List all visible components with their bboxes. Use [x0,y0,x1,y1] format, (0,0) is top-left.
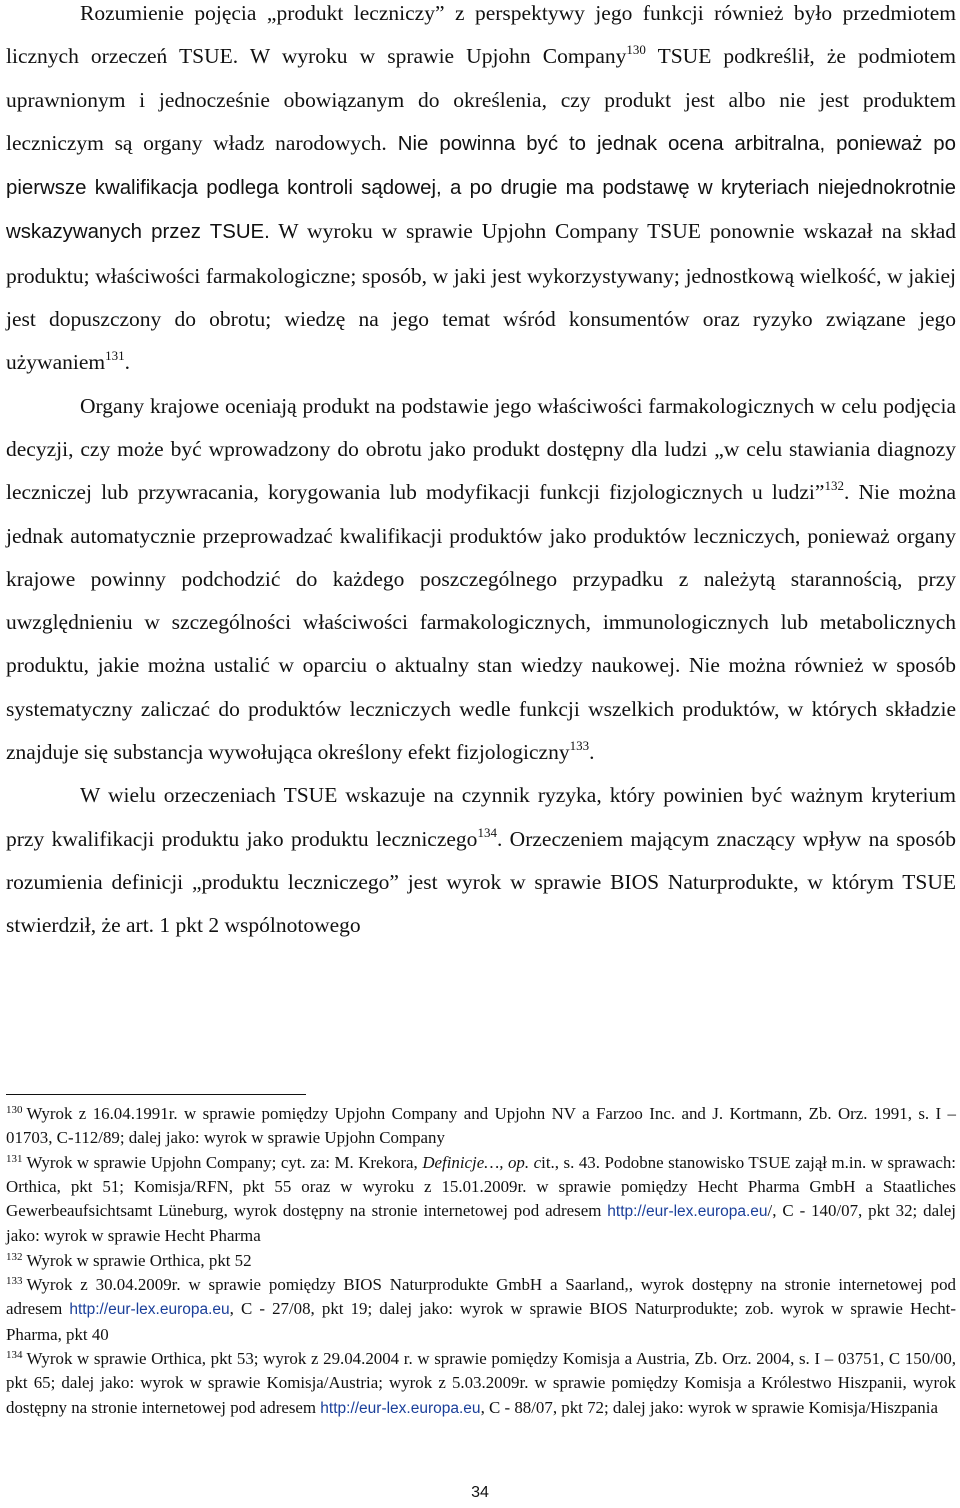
footnotes [6,1102,956,1421]
footnote-text: Wyrok w sprawie Orthica, pkt 53; wyrok z 29.04.2004 r. w sprawie pomiędzy Komisja a Austria, Zb. Orz. 2004, s. I – 03751, C 150/00, pkt 65; dalej jako: wyrok w sprawie Komisja/Austria; wyrok z 5.03.2009r. w sprawie pomiędzy Komisja a Królestwo Hiszpanii, wyrok dostępny na stronie internetowej pod adresem [6,1348,956,1417]
footnote-text: , C - 27/08, pkt 19; dalej jako: wyrok w sprawie BIOS Naturprodukte; zob. wyrok w sprawie Hecht-Pharma, pkt 40 [6,1299,956,1344]
footnote-number: 132 [6,1250,23,1263]
paragraph-text: TSUE podkreślił, że podmiotem uprawnionym i jednocześnie obowiązanym do określenia, czy produkt jest albo nie jest produktem leczniczym są organy władz narodowych. [6,44,956,155]
paragraph-text: . Orzeczeniem mającym znaczący wpływ na sposób rozumienia definicji „produktu leczniczego” jest wyrok w sprawie BIOS Naturprodukte, w którym TSUE stwierdził, że art. 1 pkt 2 wspólnotowego [6,826,956,938]
footnote-number: 130 [6,1104,23,1116]
footnote-130 [6,1102,956,1151]
paragraph-text: Organy krajowe oceniają produkt na podstawie jego właściwości farmakologicznych w celu podjęcia decyzji, czy może być wprowadzony do obrotu jako produkt dostępny dla ludzi „w celu stawiania diagnozy leczniczej lub przywracania, korygowania lub modyfikacji funkcji fizjologicznych u ludzi” [6,393,956,505]
footnote-ref-131[interactable]: 131 [105,348,125,364]
footnote-text: Wyrok z 16.04.1991r. w sprawie pomiędzy Upjohn Company and Upjohn NV a Farzoo Inc. and J. Kortmann, Zb. Orz. 1991, s. I – 01703, C-112/89; dalej jako: wyrok w sprawie Upjohn Company [6,1104,956,1148]
footnote-text: , C - 88/07, pkt 72; dalej jako: wyrok w sprawie Komisja/Hiszpania [480,1397,938,1417]
paragraph-text: W wielu orzeczeniach TSUE wskazuje na czynnik ryzyka, który powinien być ważnym kryterium przy kwalifikacji produktu jako produktu leczniczego [6,783,956,851]
footnote-text: it., s. 43. Podobne stanowisko TSUE zajął m.in. w sprawach: Orthica, pkt 51; Komisja/RFN, pkt 55 oraz w wyroku z 15.01.2009r. w sprawie pomiędzy Hecht Pharma GmbH a Staatliches Gewerbeaufsichtsamt Lüneburg, wyrok dostępny na stronie internetowej pod adresem [6,1152,956,1221]
eur-lex-link[interactable]: http://eur-lex.europa.eu [69,1301,230,1319]
paragraph-text: . [589,740,595,765]
footnote-ref-130[interactable]: 130 [626,42,646,58]
paragraph-text: W wyroku w sprawie Upjohn Company TSUE ponownie wskazał na skład produktu; właściwości farmakologiczne; sposób, w jaki jest wykorzystywany; jednostkową wielkość, w jakiej jest dopuszczony do obrotu; wiedzę na jego temat wśród konsumentów oraz ryzyko związane jego używaniem [6,219,957,375]
paragraph-text: . Nie można jednak automatycznie przeprowadzać kwalifikacji produktów jako produktów leczniczych, ponieważ organy krajowe powinny podchodzić do każdego poszczególnego przypadku z należytą starannością, przy uwzględnieniu w szczególności właściwości farmakologicznych, immunologicznych lub metabolicznych produktu, jakie można ustalić w oparciu o aktualny stan wiedzy naukowej. Nie można również w sposób systematyczny zaliczać do produktów leczniczych wedle funkcji wszelkich produktów, w których składzie znajduje się substancja wywołująca określony efekt fizjologiczny [6,480,956,765]
footnote-number: 131 [6,1152,23,1165]
footnote-text: Wyrok z 30.04.2009r. w sprawie pomiędzy BIOS Naturprodukte GmbH a Saarland,, wyrok dostępny na stronie internetowej pod adresem [6,1275,956,1319]
footnote-ref-132[interactable]: 132 [824,478,844,494]
paragraph-text: . [124,350,130,375]
footnote-ref-134[interactable]: 134 [477,824,497,840]
paragraph-text: Rozumienie pojęcia „produkt leczniczy” z perspektywy jego funkcji również było przedmiotem licznych orzeczeń TSUE. W wyroku w sprawie Upjohn Company [6,1,956,69]
document-body [6,0,956,948]
paragraph-text-sans: Nie powinna być to jednak ocena arbitralna, ponieważ po pierwsze kwalifikacja podlega kontroli sądowej, a po drugie ma podstawę w kryteriach niejednokrotnie wskazywanych przez TSUE. [6,132,956,244]
footnote-131 [6,1151,956,1249]
page-number: 34 [471,1484,489,1501]
footnote-132 [6,1249,956,1273]
footnote-number: 134 [6,1348,23,1361]
paragraph-3 [6,774,956,947]
eur-lex-link[interactable]: http://eur-lex.europa.eu [607,1203,768,1221]
footnote-italic-title: Definicje…, op. c [422,1152,542,1172]
eur-lex-link[interactable]: http://eur-lex.europa.eu [320,1399,481,1417]
paragraph-2 [6,385,956,775]
footnote-separator [6,1094,306,1095]
footnote-text: /, C - 140/07, pkt 32; dalej jako: wyrok w sprawie Hecht Pharma [6,1201,956,1246]
footnote-number: 133 [6,1275,23,1288]
footnote-134 [6,1347,956,1421]
paragraph-1 [6,0,956,385]
footnote-133 [6,1273,956,1347]
footnote-ref-133[interactable]: 133 [569,738,590,754]
footnote-text: Wyrok w sprawie Upjohn Company; cyt. za: M. Krekora, [26,1152,423,1172]
footnote-text: Wyrok w sprawie Orthica, pkt 52 [26,1250,252,1270]
